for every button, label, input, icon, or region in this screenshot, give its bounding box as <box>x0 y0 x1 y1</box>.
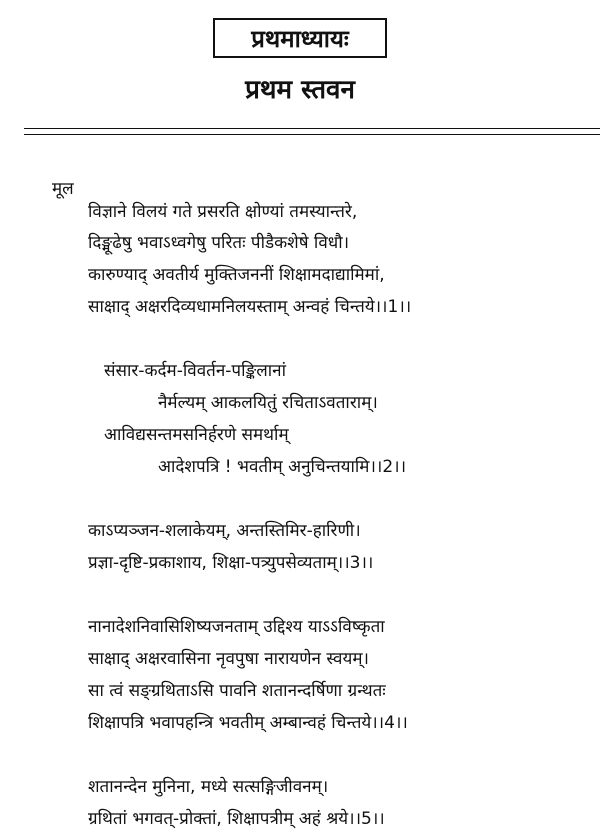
verse-1-line-4: साक्षाद् अक्षरदिव्यधामनिलयस्ताम् अन्वहं चिन्तये।।1।। <box>88 297 412 317</box>
verse-2-line-2: नैर्मल्यम् आकलयितुं रचिताऽवताराम्। <box>158 393 378 413</box>
verse-3-line-1: काऽप्यञ्जन-शलाकेयम्, अन्तस्तिमिर-हारिणी। <box>88 521 361 541</box>
verse-1-line-1: विज्ञाने विलयं गते प्रसरति क्षोण्यां तमस्यान्तरे, <box>88 202 358 222</box>
verse-4-line-3: सा त्वं सङ्ग्रथिताऽसि पावनि शतानन्दर्षिणा ग्रन्थतः <box>88 681 386 701</box>
header-divider-top <box>24 128 600 129</box>
verse-2-line-3: आविद्यसन्तमसनिर्हरणे समर्थाम् <box>104 425 289 445</box>
verse-4-line-2: साक्षाद् अक्षरवासिना नृवपुषा नारायणेन स्वयम्। <box>88 649 369 669</box>
verse-2-line-1: संसार-कर्दम-विवर्तन-पङ्किलानां <box>104 361 287 381</box>
chapter-title-box <box>213 18 387 58</box>
section-title: प्रथम स्तवन <box>245 75 355 105</box>
mool-label: मूल <box>52 179 74 199</box>
verse-4-line-1: नानादेशनिवासिशिष्यजनताम् उद्दिश्य याऽऽविष्कृता <box>88 617 385 637</box>
verse-4-line-4: शिक्षापत्रि भवापहन्त्रि भवतीम् अम्बान्वहं चिन्तये।।4।। <box>88 713 408 733</box>
verse-1-line-2: दिङ्मूढेषु भवाऽध्वगेषु परितः पीडैकशेषे विधौ। <box>88 233 350 253</box>
header-divider-bottom <box>24 134 600 135</box>
verse-5-line-1: शतानन्देन मुनिना, मध्ये सत्सङ्गिजीवनम्। <box>88 777 329 797</box>
chapter-title: प्रथमाध्यायः <box>251 24 349 53</box>
verse-5-line-2: ग्रथितां भगवत्-प्रोक्तां, शिक्षापत्रीम् अहं श्रये।।5।। <box>88 809 385 829</box>
verse-1-line-3: कारुण्याद् अवतीर्य मुक्तिजननीं शिक्षामदाद्यामिमां, <box>88 265 385 285</box>
verse-2-line-4: आदेशपत्रि ! भवतीम् अनुचिन्तयामि।।2।। <box>158 457 407 477</box>
verse-3-line-2: प्रज्ञा-दृष्टि-प्रकाशाय, शिक्षा-पत्र्युपसेव्यताम्।।3।। <box>88 553 374 573</box>
